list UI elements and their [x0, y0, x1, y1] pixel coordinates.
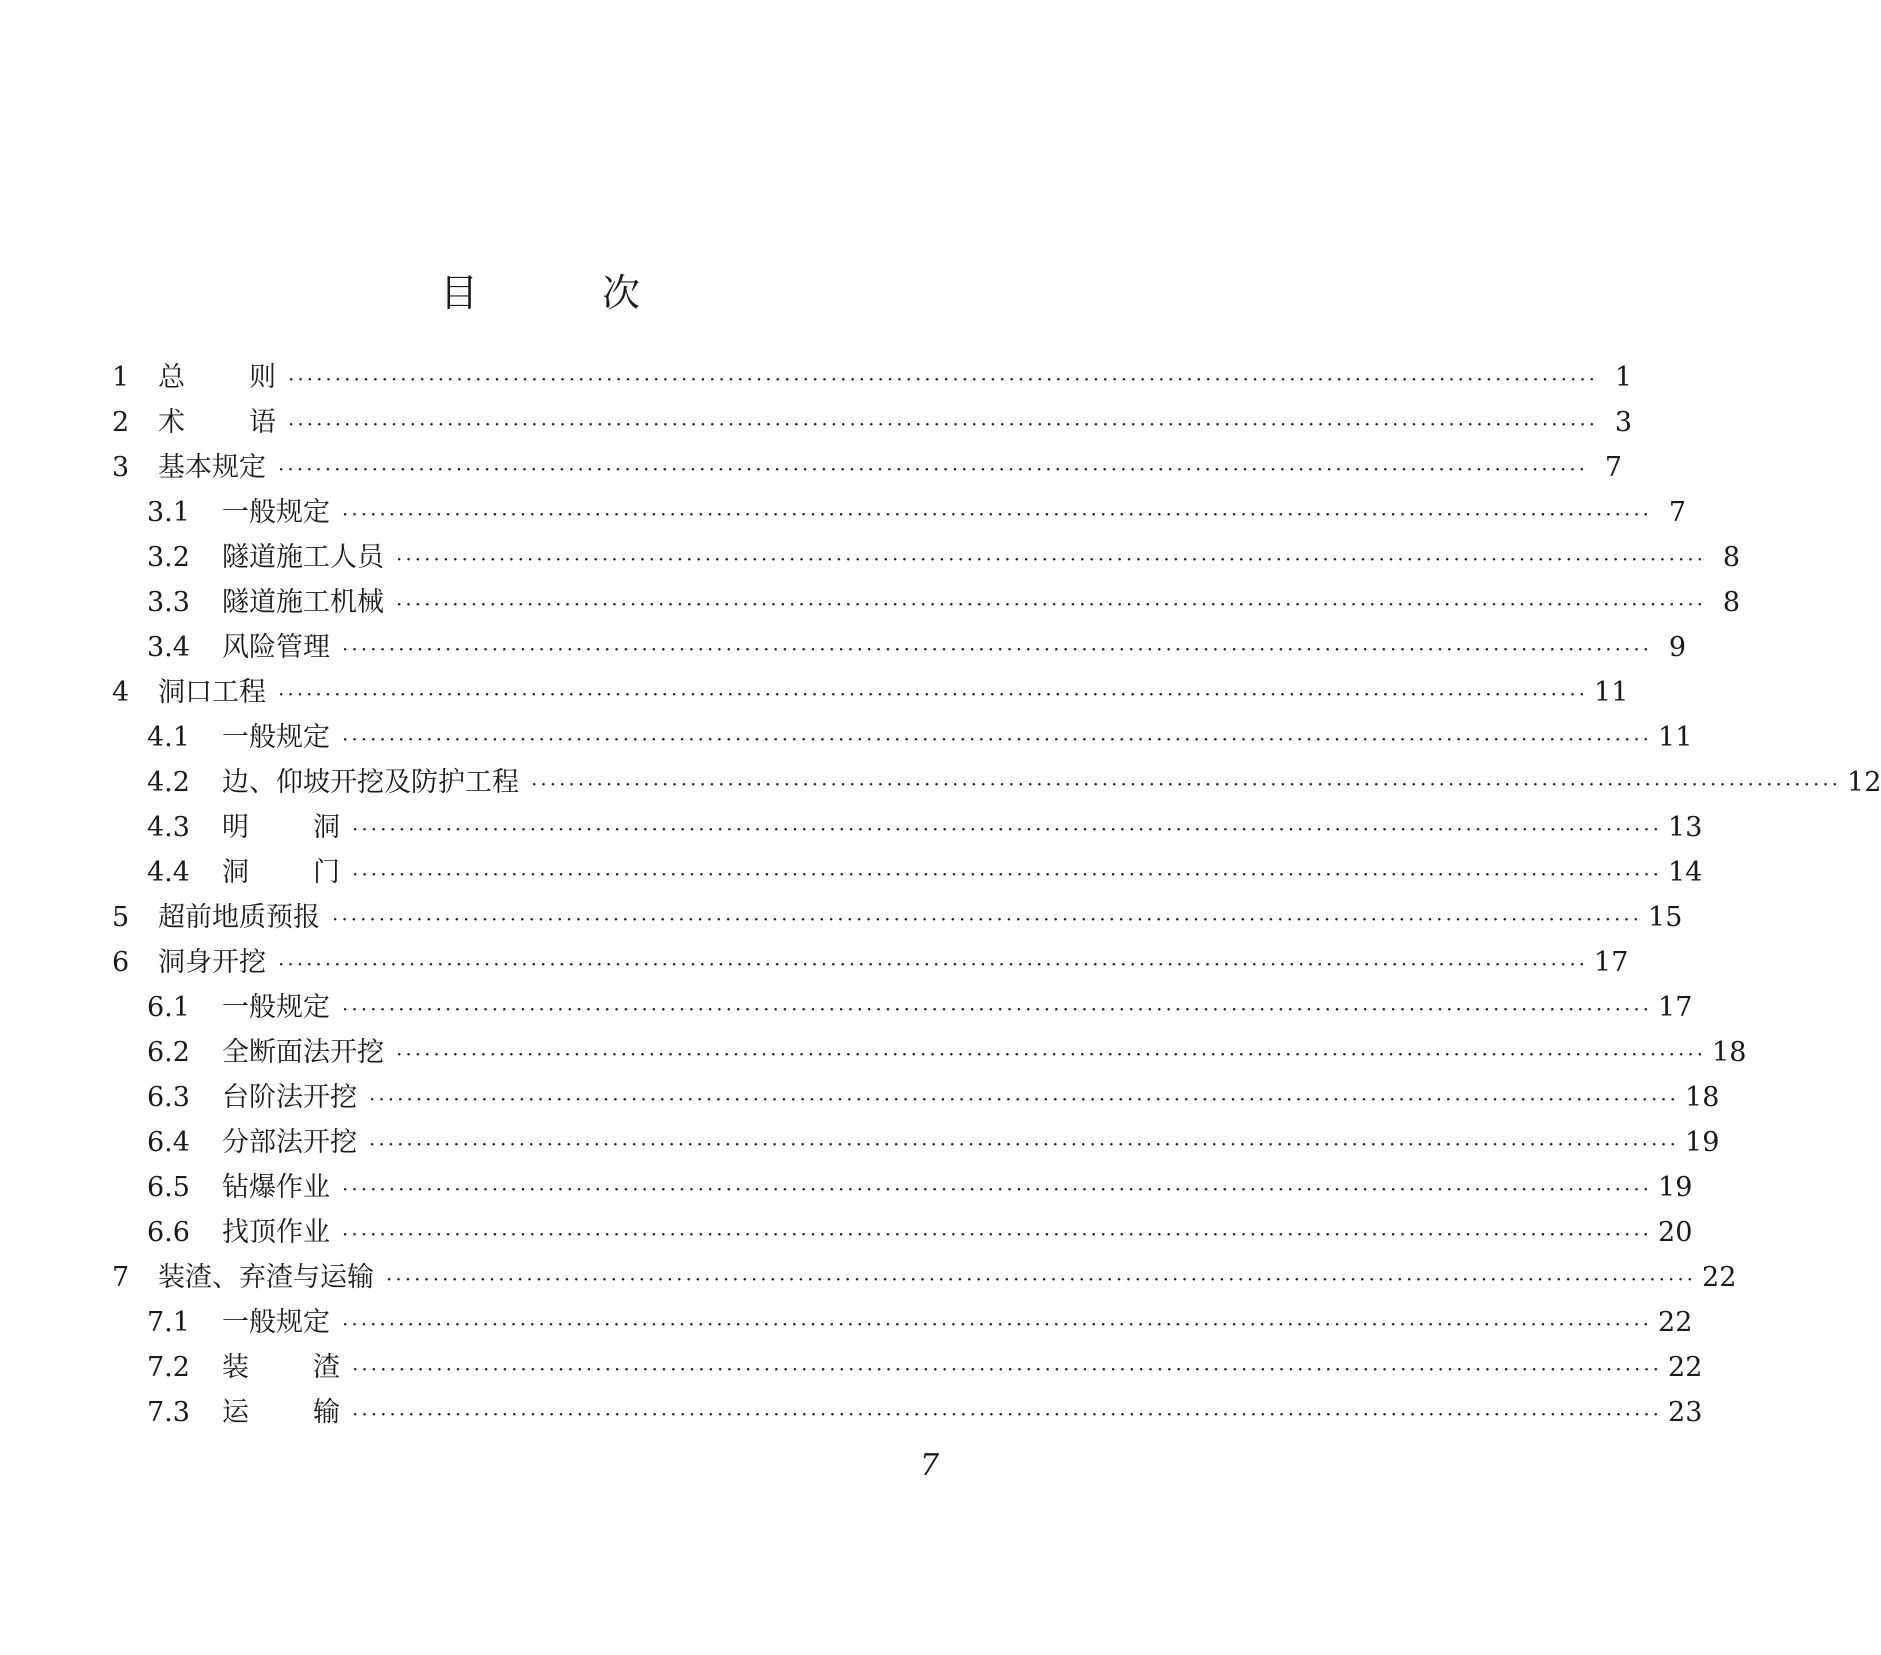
toc-entry-number: 7.2 [147, 1352, 190, 1383]
toc-entry[interactable] [112, 1075, 1720, 1120]
toc-entry[interactable] [112, 1210, 1693, 1255]
toc-entry-page: 14 [1668, 857, 1703, 888]
toc-entry-page: 7 [1604, 452, 1623, 483]
dot-leader: ············································································································································ [386, 1267, 1697, 1291]
toc-entry-page: 11 [1594, 677, 1629, 708]
dot-leader: ············································································································································ [342, 637, 1653, 661]
toc-entry-page: 13 [1668, 812, 1703, 843]
toc-entry-page: 7 [1668, 497, 1687, 528]
toc-entry[interactable] [112, 670, 1629, 715]
dot-leader: ············································································································································ [369, 1087, 1680, 1111]
toc-title: 目 次 [439, 271, 697, 315]
toc-entry-page: 18 [1685, 1082, 1720, 1113]
toc-entry-title: 隧道施工机械 [222, 587, 384, 618]
toc-entry-page: 22 [1668, 1352, 1703, 1383]
dot-leader: ············································································································································ [278, 457, 1589, 481]
toc-entry-title: 风险管理 [222, 632, 330, 663]
toc-entry-page: 11 [1658, 722, 1693, 753]
dot-leader: ············································································································································ [369, 1132, 1680, 1156]
toc-entry-page: 3 [1614, 407, 1633, 438]
toc-entry-title: 基本规定 [158, 452, 266, 483]
toc-entry-page: 19 [1685, 1127, 1720, 1158]
toc-entry-title: 台阶法开挖 [222, 1082, 357, 1113]
dot-leader: ············································································································································ [342, 1312, 1653, 1336]
toc-entry-title: 超前地质预报 [158, 902, 320, 933]
toc-entry-title: 全断面法开挖 [222, 1037, 384, 1068]
toc-entry[interactable] [112, 715, 1693, 760]
toc-entry-number: 4.2 [147, 767, 190, 798]
toc-entry[interactable] [112, 490, 1687, 535]
toc-entry-page: 8 [1722, 587, 1741, 618]
dot-leader: ············································································································································ [288, 412, 1599, 436]
toc-entry-title: 找顶作业 [222, 1217, 330, 1248]
dot-leader: ············································································································································ [352, 1357, 1663, 1381]
toc-entry[interactable] [112, 625, 1687, 670]
toc-entry-title: 总 则 [158, 362, 276, 393]
toc-entry[interactable] [112, 760, 1881, 805]
toc-entry-page: 22 [1702, 1262, 1737, 1293]
table-of-contents [112, 355, 1881, 1435]
toc-entry[interactable] [112, 445, 1623, 490]
dot-leader: ············································································································································ [278, 682, 1589, 706]
toc-entry-number: 6.3 [147, 1082, 190, 1113]
dot-leader: ············································································································································ [342, 1222, 1653, 1246]
toc-entry-number: 3.4 [147, 632, 190, 663]
toc-entry-title: 术 语 [158, 407, 276, 438]
toc-entry[interactable] [112, 1390, 1703, 1435]
toc-entry-number: 6.4 [147, 1127, 190, 1158]
toc-entry[interactable] [112, 895, 1683, 940]
toc-entry-page: 20 [1658, 1217, 1693, 1248]
toc-entry-title: 一般规定 [222, 1307, 330, 1338]
toc-entry[interactable] [112, 400, 1633, 445]
toc-entry[interactable] [112, 985, 1693, 1030]
toc-entry-title: 装渣、弃渣与运输 [158, 1262, 374, 1293]
toc-entry-title: 一般规定 [222, 992, 330, 1023]
dot-leader: ············································································································································ [352, 1402, 1663, 1426]
toc-entry-page: 12 [1847, 767, 1881, 798]
dot-leader: ············································································································································ [396, 547, 1707, 571]
toc-entry-title: 一般规定 [222, 497, 330, 528]
toc-entry[interactable] [112, 1165, 1693, 1210]
toc-entry-number: 6.5 [147, 1172, 190, 1203]
toc-entry[interactable] [112, 535, 1741, 580]
dot-leader: ············································································································································ [352, 862, 1663, 886]
toc-entry-number: 6 [112, 947, 130, 978]
toc-entry-title: 洞身开挖 [158, 947, 266, 978]
dot-leader: ············································································································································ [342, 1177, 1653, 1201]
toc-entry-title: 钻爆作业 [222, 1172, 330, 1203]
dot-leader: ············································································································································ [288, 367, 1599, 391]
toc-entry-number: 7.3 [147, 1397, 190, 1428]
toc-entry-page: 23 [1668, 1397, 1703, 1428]
toc-entry-title: 一般规定 [222, 722, 330, 753]
toc-entry[interactable] [112, 805, 1703, 850]
toc-entry-number: 6.2 [147, 1037, 190, 1068]
dot-leader: ············································································································································ [278, 952, 1589, 976]
dot-leader: ············································································································································ [342, 502, 1653, 526]
toc-entry-number: 4.3 [147, 812, 190, 843]
toc-entry-number: 7 [112, 1262, 130, 1293]
toc-entry-number: 4 [112, 677, 130, 708]
toc-entry-page: 1 [1614, 362, 1633, 393]
toc-entry-number: 4.4 [147, 857, 190, 888]
toc-entry-page: 17 [1594, 947, 1629, 978]
toc-entry-title: 运 输 [222, 1397, 340, 1428]
dot-leader: ············································································································································ [332, 907, 1643, 931]
toc-entry[interactable] [112, 1300, 1693, 1345]
toc-entry-page: 18 [1712, 1037, 1747, 1068]
toc-entry-title: 洞口工程 [158, 677, 266, 708]
toc-entry-title: 明 洞 [222, 812, 340, 843]
toc-entry-number: 6.6 [147, 1217, 190, 1248]
toc-entry-title: 装 渣 [222, 1352, 340, 1383]
toc-entry[interactable] [112, 1345, 1703, 1390]
toc-entry-number: 3.1 [147, 497, 190, 528]
toc-entry-page: 8 [1722, 542, 1741, 573]
toc-entry[interactable] [112, 1030, 1747, 1075]
toc-entry-number: 3.3 [147, 587, 190, 618]
toc-entry-page: 22 [1658, 1307, 1693, 1338]
toc-entry-title: 分部法开挖 [222, 1127, 357, 1158]
toc-entry-number: 5 [112, 902, 130, 933]
toc-entry[interactable] [112, 355, 1633, 400]
toc-entry-page: 9 [1668, 632, 1687, 663]
toc-entry-page: 15 [1648, 902, 1683, 933]
toc-entry-title: 隧道施工人员 [222, 542, 384, 573]
toc-entry[interactable] [112, 940, 1629, 985]
dot-leader: ············································································································································ [342, 997, 1653, 1021]
toc-entry-page: 17 [1658, 992, 1693, 1023]
toc-entry-title: 洞 门 [222, 857, 340, 888]
toc-entry-number: 1 [112, 362, 130, 393]
toc-entry-number: 7.1 [147, 1307, 190, 1338]
toc-entry-page: 19 [1658, 1172, 1693, 1203]
dot-leader: ············································································································································ [352, 817, 1663, 841]
toc-entry-title: 边、仰坡开挖及防护工程 [222, 767, 519, 798]
toc-entry[interactable] [112, 1120, 1720, 1165]
toc-entry[interactable] [112, 1255, 1737, 1300]
dot-leader: ············································································································································ [396, 592, 1707, 616]
dot-leader: ············································································································································ [342, 727, 1653, 751]
dot-leader: ············································································································································ [531, 772, 1842, 796]
toc-entry[interactable] [112, 850, 1703, 895]
page-number: 7 [920, 1448, 940, 1483]
toc-entry-number: 3 [112, 452, 130, 483]
toc-entry-number: 2 [112, 407, 130, 438]
dot-leader: ············································································································································ [396, 1042, 1707, 1066]
toc-entry-number: 6.1 [147, 992, 190, 1023]
toc-entry-number: 4.1 [147, 722, 190, 753]
toc-entry[interactable] [112, 580, 1741, 625]
toc-entry-number: 3.2 [147, 542, 190, 573]
